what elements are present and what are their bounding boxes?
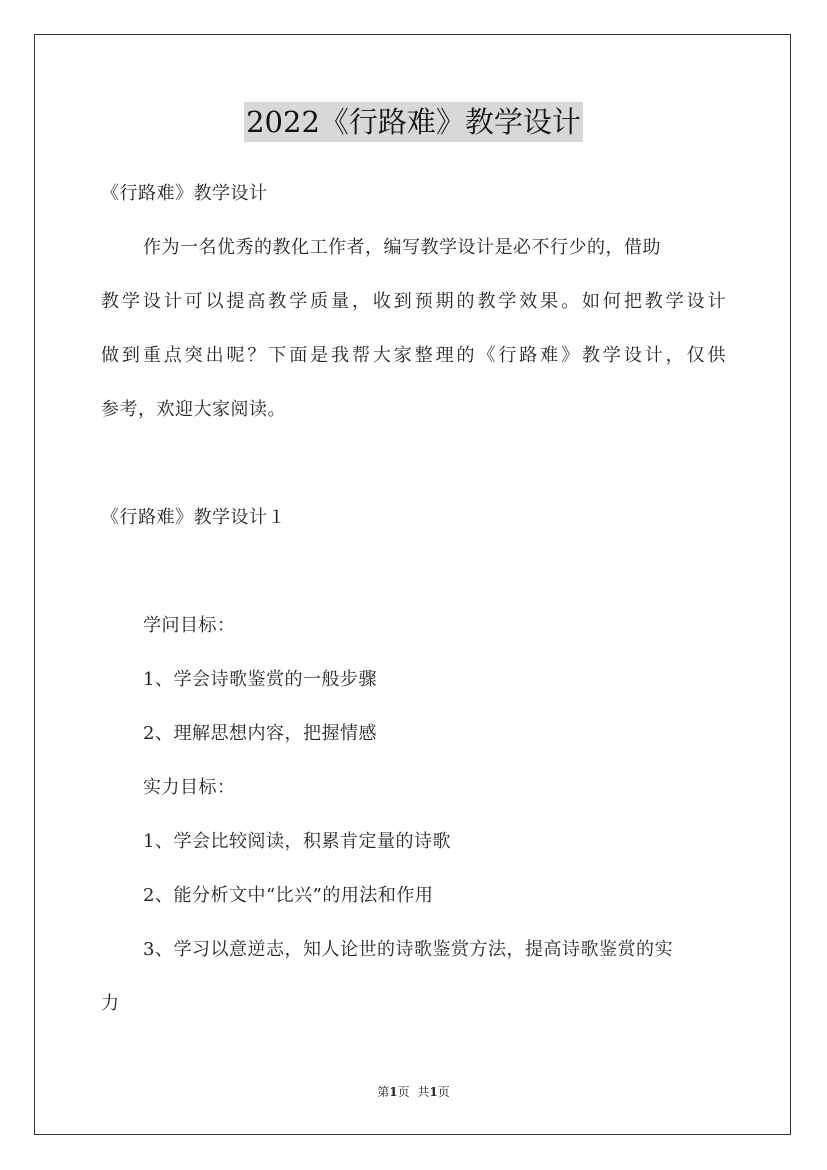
section-heading: 《行路难》教学设计１ [101, 507, 286, 528]
page-footer [0, 1083, 827, 1100]
knowledge-item-1: 1、学会诗歌鉴赏的一般步骤 [143, 669, 377, 690]
footer-total-prefix: 共 [417, 1085, 430, 1099]
intro-line-3: 做到重点突出呢？下面是我帮大家整理的《行路难》教学设计，仅供 [101, 345, 726, 366]
ability-item-2: 2、能分析文中“比兴”的用法和作用 [143, 885, 434, 906]
footer-page-number: 1 [389, 1085, 398, 1099]
footer-page-prefix: 第 [377, 1085, 390, 1099]
intro-line-4: 参考，欢迎大家阅读。 [101, 399, 286, 420]
ability-item-1: 1、学会比较阅读，积累肯定量的诗歌 [143, 831, 451, 852]
footer-total-suffix: 页 [437, 1085, 450, 1099]
title-wrapper [0, 102, 827, 142]
knowledge-item-2: 2、理解思想内容，把握情感 [143, 723, 377, 744]
knowledge-heading: 学问目标： [143, 615, 236, 636]
ability-item-3-line-2: 力 [101, 993, 120, 1014]
document-subtitle: 《行路难》教学设计 [101, 183, 268, 204]
footer-total-number: 1 [429, 1085, 438, 1099]
document-title: 2022《行路难》教学设计 [244, 102, 583, 142]
ability-item-3-line-1: 3、学习以意逆志，知人论世的诗歌鉴赏方法，提高诗歌鉴赏的实 [143, 939, 673, 960]
intro-line-2: 教学设计可以提高教学质量，收到预期的教学效果。如何把教学设计 [101, 291, 726, 312]
footer-page-suffix: 页 [397, 1085, 410, 1099]
ability-heading: 实力目标： [143, 777, 236, 798]
intro-line-1: 作为一名优秀的教化工作者，编写教学设计是必不行少的，借助 [143, 237, 661, 258]
